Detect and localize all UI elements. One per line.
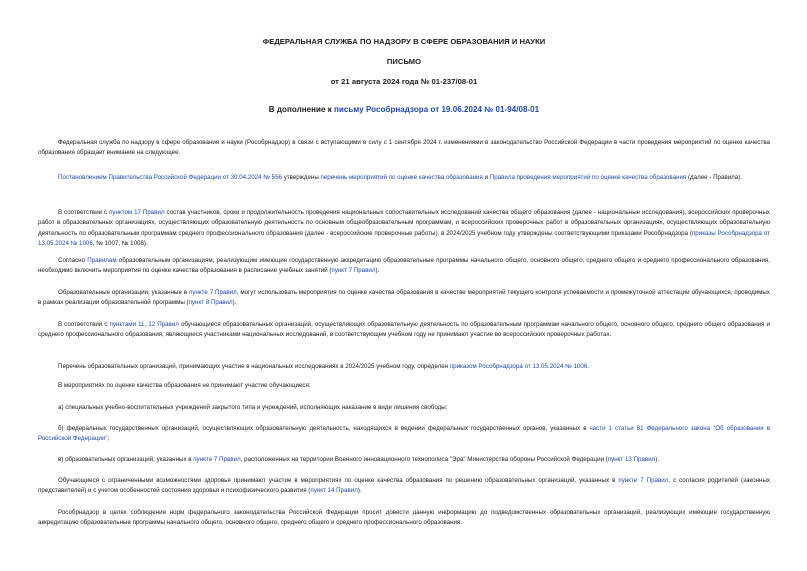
paragraph-10 bbox=[38, 424, 770, 445]
text-span: , могут использовать мероприятия по оценке качества образования в качестве мероприятий текущего контроля успеваемости и промежуточной аттестации обучающихся, проводимых в рамках реализации образовательной программы ( bbox=[38, 289, 770, 307]
doc-date-number: от 21 августа 2024 года № 01-237/08-01 bbox=[330, 77, 478, 86]
text-span: состав участников, сроки и продолжительность проведения национальных сопоставительных исследований качества общего образования (далее - национальные исследования), всероссийских проверочных работ в образовательных организациях, осуществляющих образовательную деятельность по основным общеобразовательным программам, и всероссийских проверочных работ в образовательных организациях, осуществляющих образовательную деятельность по образовательным программам среднего профессионального образования (далее - всероссийские проверочные работы), в 2024/2025 учебном году утверждены соответствующими приказами Рособрнадзора ( bbox=[38, 209, 771, 237]
link-punkte-7[interactable]: пункте 7 Правил bbox=[188, 289, 237, 296]
text-span: В соответствии с bbox=[58, 321, 110, 328]
link-punkt-14[interactable]: пункт 14 Правил bbox=[310, 487, 358, 495]
link-postanovlenie[interactable]: Постановлением Правительства Российской Федерации от 30.04.2024 № 556 bbox=[58, 174, 282, 181]
doc-subtitle bbox=[38, 105, 770, 114]
text-span: утверждены bbox=[281, 174, 321, 181]
paragraph-3 bbox=[38, 208, 770, 250]
link-punkte-7-b[interactable]: пункте 7 Правил bbox=[193, 456, 241, 463]
text-span: , с согласия родителей (законных представителей) и с учетом особенностей состояния здоровья и психофизического развития ( bbox=[38, 477, 770, 495]
text-span: , № 1007, № 1008). bbox=[92, 240, 148, 248]
link-statya-81[interactable]: части 1 статьи 81 Федерального закона "Об образовании в Российской Федерации" bbox=[38, 425, 770, 443]
link-punkt-8[interactable]: пункт 8 Правил bbox=[188, 299, 233, 307]
paragraph-6 bbox=[38, 320, 770, 341]
link-punkt-17[interactable]: пунктом 17 Правил bbox=[109, 209, 165, 216]
text-span: ). bbox=[357, 487, 362, 495]
text-span: и bbox=[482, 174, 490, 181]
text-span: Перечень образовательных организаций, принимающих участие в национальных исследованиях в 2024/2025 учебном году, определен bbox=[58, 363, 450, 370]
text-span: Образовательные организации, указанные в bbox=[58, 289, 189, 296]
text-span: ). bbox=[655, 456, 660, 463]
link-punkt-7[interactable]: пункт 7 Правил bbox=[331, 267, 376, 275]
text-span: Обучающиеся с ограниченными возможностями здоровья принимают участие в мероприятиях по оценке качества образования по решению образовательных организаций, указанных в bbox=[58, 477, 619, 484]
text-span: , расположенных на территории Военного инновационного технополиса "Эра" Министерства обороны Российской Федерации ( bbox=[240, 456, 608, 463]
link-pravilam[interactable]: Правилам bbox=[87, 257, 117, 264]
paragraph-13: Рособрнадзор в целях соблюдения норм федерального законодательства Российской Федерации просит довести данную информацию до подведомственных образовательных организаций, реализующих имеющие государственную аккредитацию образовательные программы начального общего, основного общего, среднего общего и среднего профессионального образования. bbox=[38, 509, 770, 527]
text-span: б) федеральных государственных организаций, осуществляющих образовательную деятельность, находящихся в ведении федеральных государственных органов, указанных в bbox=[58, 425, 590, 432]
paragraph-5 bbox=[38, 288, 770, 309]
text-span: Согласно bbox=[58, 257, 88, 264]
paragraph-11 bbox=[38, 455, 770, 465]
text-span: образовательным организациям, реализующим имеющие государственную аккредитацию образовательные программы начального общего, основного общего, среднего общего и среднего профессионального образования, необходимо включить мероприятия по оценке качества образования в расписание учебных занятий ( bbox=[38, 257, 770, 275]
text-span: ). bbox=[375, 267, 380, 275]
link-punkte-7-c[interactable]: пункте 7 Правил bbox=[618, 477, 669, 484]
link-prikazy[interactable]: приказы Рособрнадзора от 13.05.2024 № 1006 bbox=[38, 229, 770, 248]
text-span: В соответствии с bbox=[58, 209, 110, 216]
subtitle-prefix: В дополнение к bbox=[268, 105, 335, 114]
text-span: обучающиеся образовательных организаций, осуществляющих образовательную деятельность по образовательным программам начального общего, основного общего, среднего общего образования и среднего профессионального образования, являющиеся участниками национальных исследований, в соответствующем учебном году не принимают участие во всероссийских проверочных работах. bbox=[38, 321, 770, 339]
paragraph-2 bbox=[38, 173, 770, 183]
paragraph-7 bbox=[38, 362, 770, 372]
link-perechen[interactable]: перечень мероприятий по оценке качества образования bbox=[320, 174, 483, 181]
paragraph-9: а) специальных учебно-воспитательных учреждений закрытого типа и учреждений, исполняющих наказание в виде лишения свободы; bbox=[58, 404, 448, 411]
paragraph-4 bbox=[38, 256, 770, 277]
text-span: (далее - Правила). bbox=[686, 174, 742, 181]
link-prikaz-1006[interactable]: приказом Рособрнадзора от 13.05.2024 № 1006 bbox=[449, 363, 588, 370]
text-span: ). bbox=[232, 299, 237, 307]
paragraph-1: Федеральная служба по надзору в сфере образования и науки (Рособрнадзор) в связи с вступающими в силу с 1 сентября 2024 г. изменениями в законодательство Российской Федерации в части проведения мероприятий по оценке качества образования обращает внимание на следующее. bbox=[38, 139, 770, 157]
paragraph-8: В мероприятиях по оценке качества образования не принимают участие обучающиеся: bbox=[58, 382, 311, 389]
link-punkty-11-12[interactable]: пунктами 11, 12 Правил bbox=[109, 321, 179, 328]
text-span: ; bbox=[107, 435, 110, 443]
link-punkt-13[interactable]: пункт 13 Правил bbox=[607, 456, 656, 463]
text-span: в) образовательных организаций, указанных в bbox=[58, 456, 194, 463]
subtitle-link[interactable]: письму Рособрнадзора от 19.06.2024 № 01-94/08-01 bbox=[334, 105, 540, 114]
agency-title: ФЕДЕРАЛЬНАЯ СЛУЖБА ПО НАДЗОРУ В СФЕРЕ ОБРАЗОВАНИЯ И НАУКИ bbox=[262, 37, 546, 46]
paragraph-12 bbox=[38, 476, 770, 497]
doc-type: ПИСЬМО bbox=[386, 57, 422, 66]
text-span: . bbox=[587, 363, 589, 370]
link-pravila[interactable]: Правила проведения мероприятий по оценке качества образования bbox=[489, 174, 687, 181]
